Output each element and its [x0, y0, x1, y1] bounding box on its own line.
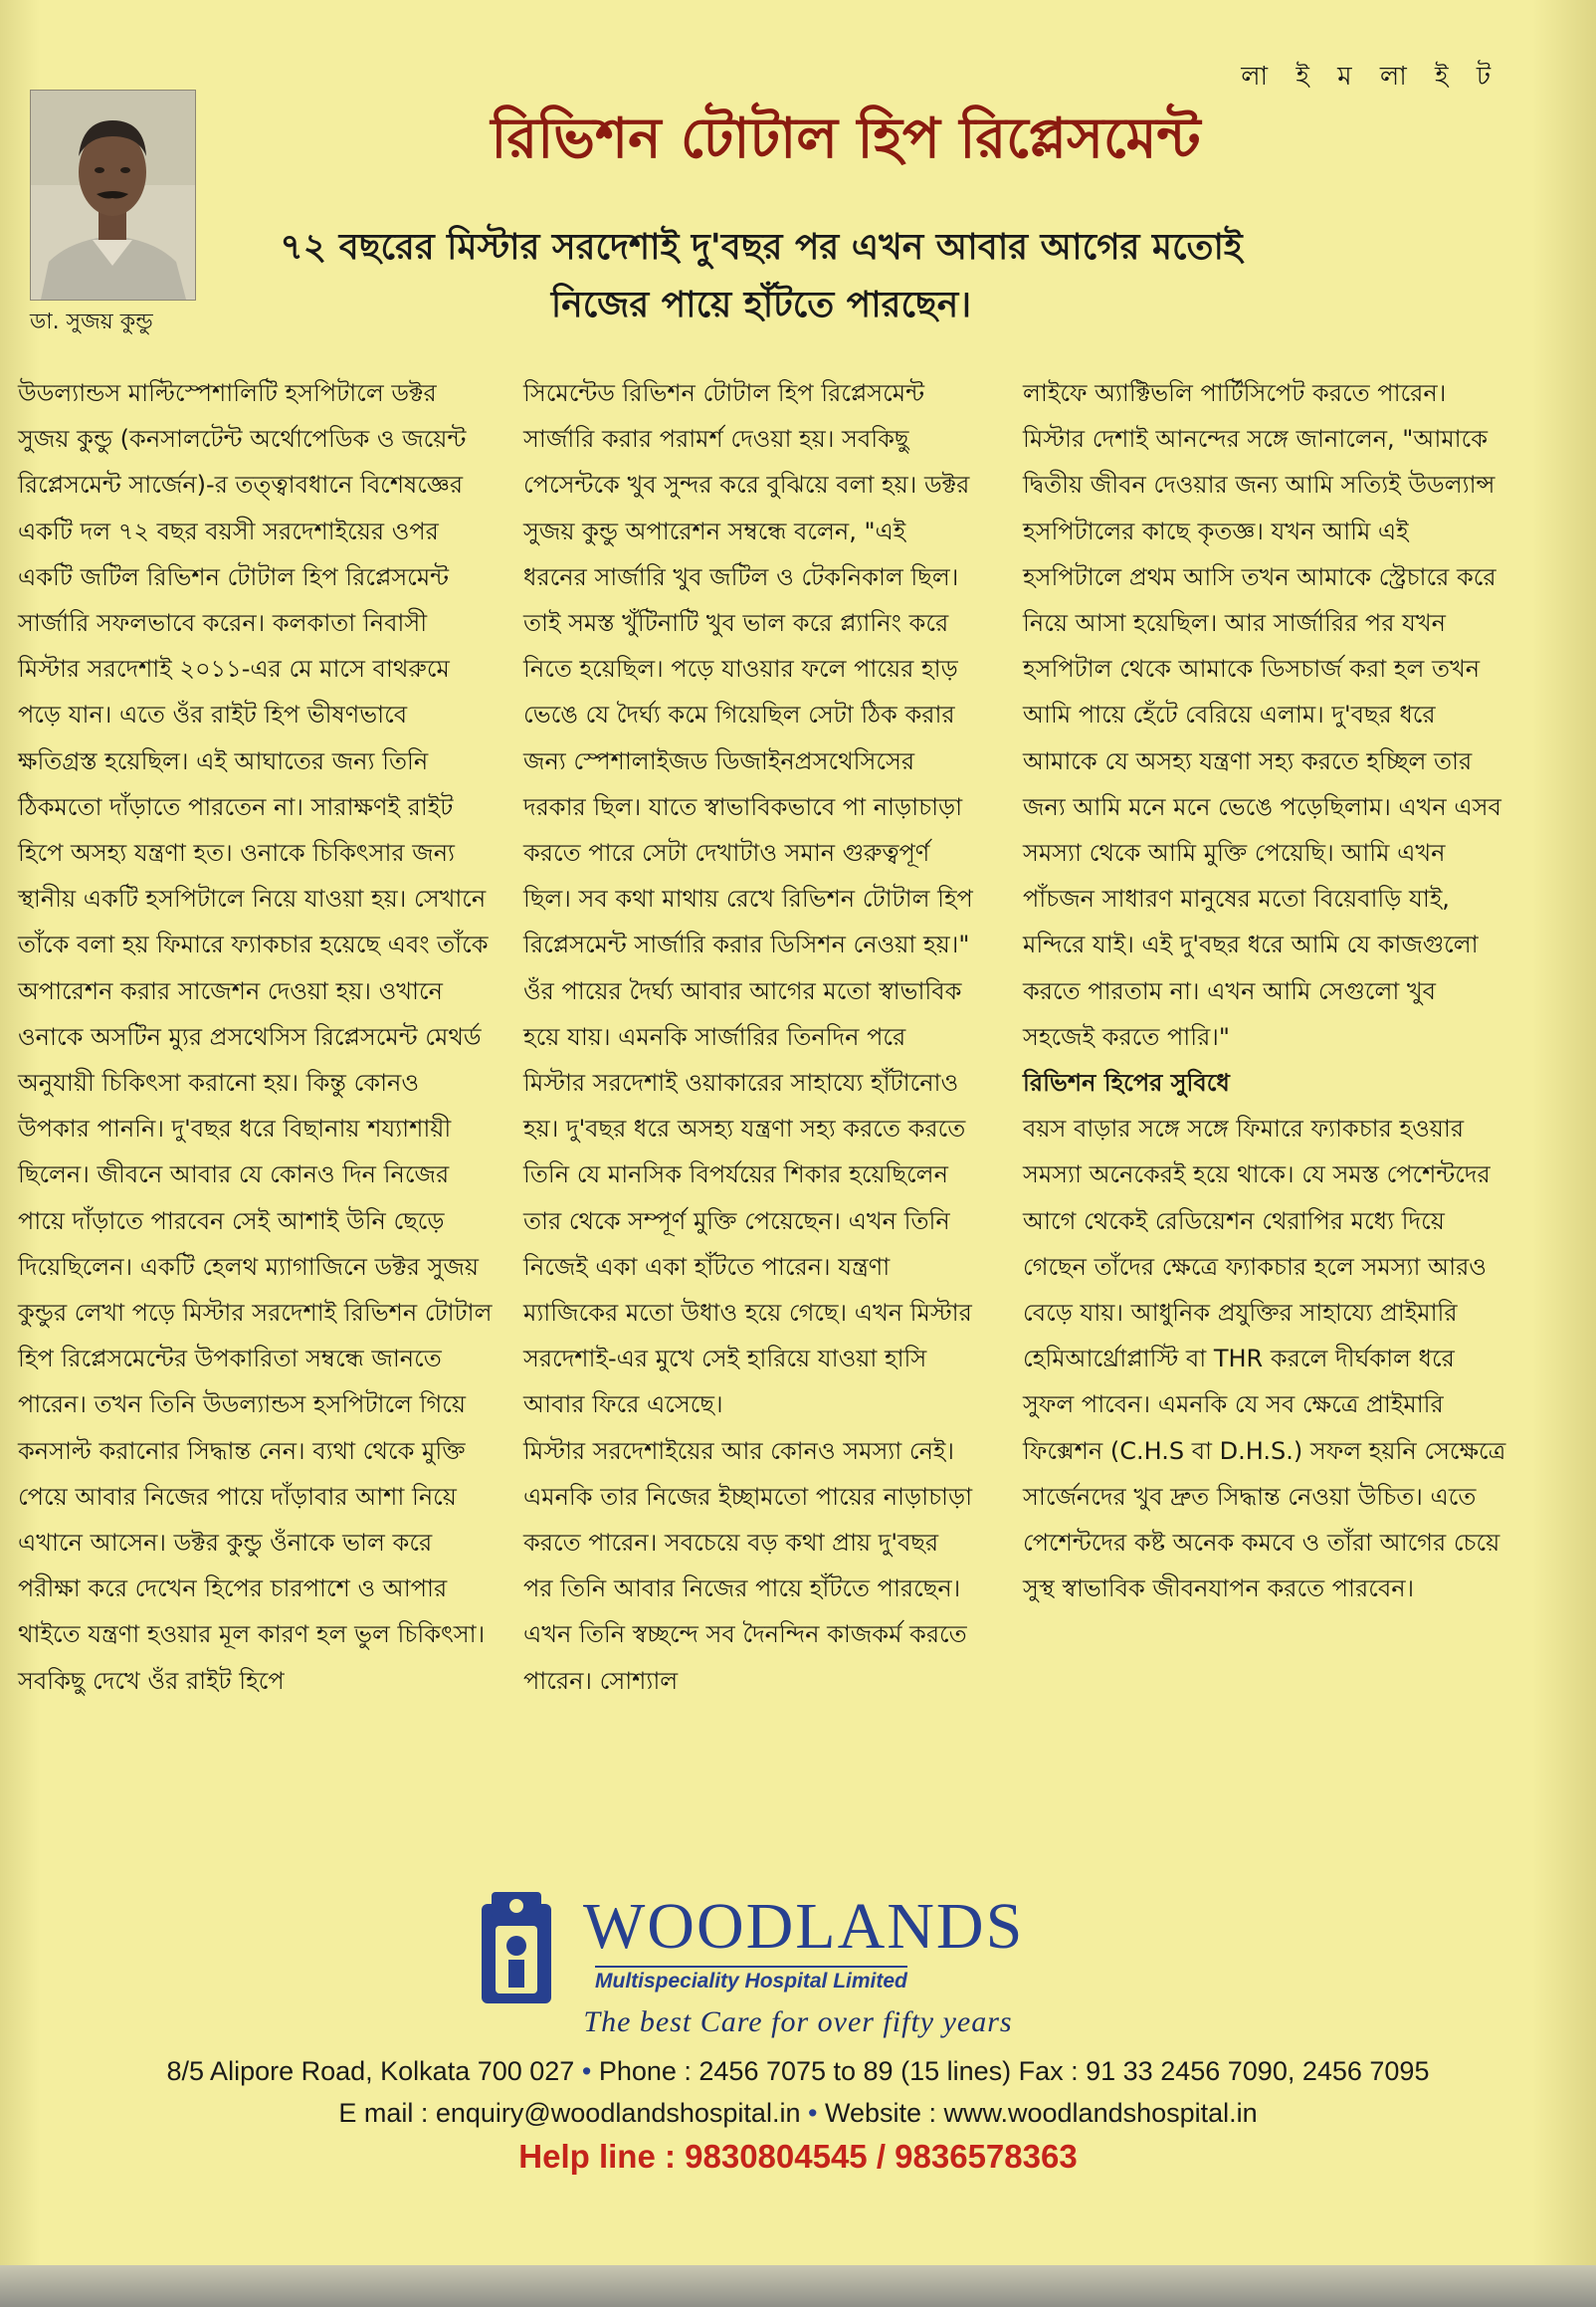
helpline: Help line : 9830804545 / 9836578363 [518, 2138, 1078, 2175]
subhead: ৭২ বছরের মিস্টার সরদেশাই দু'বছর পর এখন আবার আগের মতোই নিজের পায়ে হাঁটতে পারছেন। [280, 227, 1243, 325]
column2-paragraph: ওঁর পায়ের দৈর্ঘ্য আবার আগের মতো স্বাভাবিক হয়ে যায়। এমনকি সার্জারির তিনদিন পরে মিস্টার সরদেশাই ওয়াকারের সাহায্যে হাঁটানোও হয়। দু'বছর ধরে অসহ্য যন্ত্রণা সহ্য করতে করতে তিনি যে মানসিক বিপর্যয়ের শিকার হয়েছিলেন তার থেকে সম্পূর্ণ মুক্তি পেয়েছেন। এখন তিনি নিজেই একা একা হাঁটতে পারেন। যন্ত্রণা ম্যাজিকের মতো উধাও হয়ে গেছে। এখন মিস্টার সরদেশাই-এর মুখে সেই হারিয়ে যাওয়া হাসি আবার ফিরে এসেছে। [523, 976, 972, 1419]
website: Website : www.woodlandshospital.in [824, 2098, 1258, 2128]
article-column-2 [523, 370, 973, 1704]
bullet-separator: • [581, 2056, 599, 2086]
column2-paragraph: মিস্টার সরদেশাইয়ের আর কোনও সমস্যা নেই। এমনকি তার নিজের ইচ্ছামতো পায়ের নাড়াচাড়া করতে পারেন। সবচেয়ে বড় কথা প্রায় দু'বছর পর তিনি আবার নিজের পায়ে হাঁটতে পারছেন। এখন তিনি স্বচ্ছন্দে সব দৈনন্দিন কাজকর্ম করতে পারেন। সোশ্যাল [523, 1436, 973, 1695]
doctor-photo [30, 90, 196, 301]
column3-paragraph: লাইফে অ্যাক্টিভলি পার্টিসিপেট করতে পারেন। মিস্টার দেশাই আনন্দের সঙ্গে জানালেন, "আমাকে দ্বিতীয় জীবন দেওয়ার জন্য আমি সত্যিই উডল্যান্স হসপিটালের কাছে কৃতজ্ঞ। যখন আমি এই হসপিটালে প্রথম আসি তখন আমাকে স্ট্রেচারে করে নিয়ে আসা হয়েছিল। আর সার্জারির পর যখন হসপিটাল থেকে আমাকে ডিসচার্জ করা হল তখন আমি পায়ে হেঁটে বেরিয়ে এলাম। দু'বছর ধরে আমাকে যে অসহ্য যন্ত্রণা সহ্য করতে হচ্ছিল তার জন্য আমি মনে মনে ভেঙে পড়েছিলাম। এখন এসব সমস্যা থেকে আমি মুক্তি পেয়েছি। আমি এখন পাঁচজন সাধারণ মানুষের মতো বিয়েবাড়ি যাই, মন্দিরে যাই। এই দু'বছর ধরে আমি যে কাজগুলো করতে পারতাম না। এখন আমি সেগুলো খুব সহজেই করতে পারি।" [1023, 379, 1501, 1051]
column3-paragraph: বয়স বাড়ার সঙ্গে সঙ্গে ফিমারে ফ্যাকচার হওয়ার সমস্যা অনেকেরই হয়ে থাকে। যে সমস্ত পেশেন্টদের আগে থেকেই রেডিয়েশন থেরাপির মধ্যে দিয়ে গেছেন তাঁদের ক্ষেত্রে ফ্যাকচার হলে সমস্যা আরও বেড়ে যায়। আধুনিক প্রযুক্তির সাহায্যে প্রাইমারি হেমিআর্থ্রোপ্লাস্টি বা THR করলে দীর্ঘকাল ধরে সুফল পাবেন। এমনকি যে সব ক্ষেত্রে প্রাইমারি ফিক্সেশন (C.H.S বা D.H.S.) সফল হয়নি সেক্ষেত্রে সার্জেনদের খুব দ্রুত সিদ্ধান্ত নেওয়া উচিত। এতে পেশেন্টদের কষ্ট অনেক কমবে ও তাঁরা আগের চেয়ে সুস্থ স্বাভাবিক জীবনযাপন করতে পারবেন। [1023, 1115, 1506, 1603]
doctor-portrait-image [31, 91, 195, 300]
article-column-3 [1023, 370, 1508, 1611]
phone-fax: Phone : 2456 7075 to 89 (15 lines) Fax : 91 33 2456 7090, 2456 7095 [598, 2056, 1430, 2086]
column1-paragraph: উডল্যান্ডস মাল্টিস্পেশালিটি হসপিটালে ডক্টর সুজয় কুন্ডু (কনসালটেন্ট অর্থোপেডিক ও জয়েন্ট রিপ্লেসমেন্ট সার্জেন)-র তত্ত্বাবধানে বিশেষজ্ঞের একটি দল ৭২ বছর বয়সী সরদেশাইয়ের ওপর একটি জটিল রিভিশন টোটাল হিপ রিপ্লেসমেন্ট সার্জারি সফলভাবে করেন। কলকাতা নিবাসী মিস্টার সরদেশাই ২০১১-এর মে মাসে বাথরুমে পড়ে যান। এতে ওঁর রাইট হিপ ভীষণভাবে ক্ষতিগ্রস্ত হয়েছিল। এই আঘাতের জন্য তিনি ঠিকমতো দাঁড়াতে পারতেন না। সারাক্ষণই রাইট হিপে অসহ্য যন্ত্রণা হত। ওনাকে চিকিৎসার জন্য স্থানীয় একটি হসপিটালে নিয়ে যাওয়া হয়। সেখানে তাঁকে বলা হয় ফিমারে ফ্যাকচার হয়েছে এবং তাঁকে অপারেশন করার সাজেশন দেওয়া হয়। ওখানে ওনাকে অসটিন ম্যুর প্রসথেসিস রিপ্লেসমেন্ট মেথর্ড অনুযায়ী চিকিৎসা করানো হয়। কিন্তু কোনও উপকার পাননি। দু'বছর ধরে বিছানায় শয্যাশায়ী ছিলেন। জীবনে আবার যে কোনও দিন নিজের পায়ে দাঁড়াতে পারবেন সেই আশাই উনি ছেড়ে দিয়েছিলেন। একটি হেলথ ম্যাগাজিনে ডক্টর সুজয় কুন্ডুর লেখা পড়ে মিস্টার সরদেশাই রিভিশন টোটাল হিপ রিপ্লেসমেন্টের উপকারিতা সম্বন্ধে জানতে পারেন। তখন তিনি উডল্যান্ডস হসপিটালে গিয়ে কনসাল্ট করানোর সিদ্ধান্ত নেন। ব্যথা থেকে মুক্তি পেয়ে আবার নিজের পায়ে দাঁড়াবার আশা নিয়ে এখানে আসেন। ডক্টর কুন্ডু ওঁনাকে ভাল করে পরীক্ষা করে দেখেন হিপের চারপাশে ও আপার থাইতে যন্ত্রণা হওয়ার মূল কারণ হল ভুল চিকিৎসা। সবকিছু দেখে ওঁর রাইট হিপে [18, 379, 493, 1695]
contact-line [0, 2098, 1596, 2129]
column2-paragraph: সিমেন্টেড রিভিশন টোটাল হিপ রিপ্লেসমেন্ট সার্জারি করার পরামর্শ দেওয়া হয়। সবকিছু পেসেন্টকে খুব সুন্দর করে বুঝিয়ে বলা হয়। ডক্টর সুজয় কুন্ডু অপারেশন সম্বন্ধে বলেন, "এই ধরনের সার্জারি খুব জটিল ও টেকনিকাল ছিল। তাই সমস্ত খুঁটিনাটি খুব ভাল করে প্ল্যানিং করে নিতে হয়েছিল। পড়ে যাওয়ার ফলে পায়ের হাড় ভেঙে যে দৈর্ঘ্য কমে গিয়েছিল সেটা ঠিক করার জন্য স্পেশালাইজড ডিজাইনপ্রসথেসিসের দরকার ছিল। যাতে স্বাভাবিকভাবে পা নাড়াচাড়া করতে পারে সেটা দেখাটাও সমান গুরুত্বপূর্ণ ছিল। সব কথা মাথায় রেখে রিভিশন টোটাল হিপ রিপ্লেসমেন্ট সার্জারি করার ডিসিশন নেওয়া হয়।" [523, 379, 973, 959]
brand-name: WOODLANDS [583, 1890, 1025, 1963]
address: 8/5 Alipore Road, Kolkata 700 027 [166, 2056, 575, 2086]
tagline: The best Care for over fifty years [583, 2005, 1013, 2038]
hospital-logo [478, 1886, 1114, 2015]
email: E mail : enquiry@woodlandshospital.in [338, 2098, 801, 2128]
bullet-separator: • [807, 2098, 825, 2128]
scan-edge [0, 2265, 1596, 2307]
brand-subtitle: Multispeciality Hospital Limited [595, 1966, 907, 1993]
subsection-heading: রিভিশন হিপের সুবিধে [1023, 1069, 1230, 1098]
woodlands-emblem-icon [478, 1886, 555, 2005]
address-line [0, 2056, 1596, 2087]
photo-caption: ডা. সুজয় কুন্ডু [30, 310, 153, 334]
headline: রিভিশন টোটাল হিপ রিপ্লেসমেন্ট [491, 105, 1201, 171]
article-column-1 [18, 370, 494, 1704]
section-tag: লা ই ম লা ই ট [1241, 62, 1500, 92]
